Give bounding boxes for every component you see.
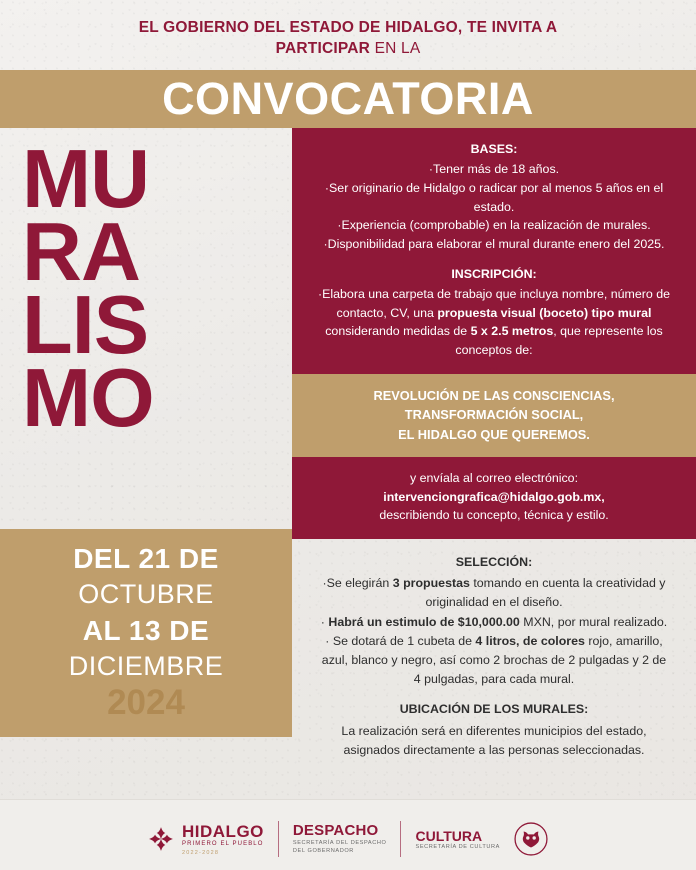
logo-despacho [293, 823, 387, 856]
invite-line2-bold: PARTICIPAR [275, 39, 371, 57]
divider-2 [400, 821, 401, 857]
inscripcion-heading: INSCRIPCIÓN: [451, 266, 537, 281]
ubicacion-text: La realización será en diferentes municipios del estado, asignados directamente a las personas seleccionadas. [341, 723, 647, 757]
bases-item-1: ·Tener más de 18 años. [428, 162, 560, 177]
wordmark-line-1: MU [22, 131, 150, 225]
seleccion-item-3 [318, 632, 670, 690]
divider-1 [278, 821, 279, 857]
hidalgo-name: HIDALGO [182, 822, 264, 842]
hidalgo-years: 2022-2028 [182, 849, 220, 856]
bases-item-4: ·Disponibilidad para elaborar el mural durante enero del 2025. [323, 236, 665, 251]
wordmark-line-4: MO [22, 350, 154, 444]
seleccion-heading: SELECCIÓN: [455, 554, 533, 569]
panel-bases-inscripcion [292, 128, 696, 374]
despacho-sub-2: DEL GOBERNADOR [292, 848, 354, 855]
bases-item-3: ·Experiencia (comprobable) en la realización de murales. [337, 218, 651, 233]
seleccion-item3-c: rojo, amarillo, azul, blanco y negro, así como 2 brochas de 2 pulgadas y 2 de 4 pulgadas, para cada mural. [321, 633, 667, 687]
inscripcion-text-2: considerando medidas de [325, 324, 471, 339]
spacer [318, 254, 670, 265]
invite-line-1 [139, 19, 558, 36]
page-title: CONVOCATORIA [162, 73, 534, 125]
flower-icon [148, 826, 174, 852]
hidalgo-wordmark [182, 823, 264, 856]
invite-line1-bold: GOBIERNO DEL ESTADO DE HIDALGO, TE INVITA A [163, 19, 558, 36]
despacho-name: DESPACHO [292, 822, 379, 840]
logo-cultura [415, 829, 500, 850]
seleccion-item3-a: · Se dotará de 1 cubeta de [325, 633, 476, 648]
muralismo-wordmark [0, 128, 292, 444]
inscripcion-text-3: , que represente los conceptos de: [455, 324, 663, 357]
bases-item-2: ·Ser originario de Hidalgo o radicar por al menos 5 años en el estado. [324, 181, 664, 214]
left-column [0, 128, 292, 799]
ubicacion-heading: UBICACIÓN DE LOS MURALES: [399, 702, 589, 717]
concept-line-2: TRANSFORMACIÓN SOCIAL, [404, 407, 584, 423]
wordmark-line-3: LIS [22, 277, 149, 371]
logo-hidalgo [148, 823, 264, 856]
cultura-name: CULTURA [415, 828, 483, 844]
panel-seleccion-ubicacion [292, 539, 696, 774]
invite-el: EL [138, 19, 164, 36]
right-column [292, 128, 696, 799]
correo-outro: describiendo tu concepto, técnica y estilo. [379, 508, 609, 523]
date-line-3: AL 13 DE [82, 614, 210, 646]
invite-line-2 [276, 40, 421, 57]
date-line-2: OCTUBRE [78, 579, 214, 610]
concept-line-3: EL HIDALGO QUE QUEREMOS. [398, 427, 590, 443]
concept-line-1: REVOLUCIÓN DE LAS CONSCIENCIAS, [373, 387, 615, 403]
seleccion-item2-a: · [320, 614, 329, 629]
title-band [0, 70, 696, 128]
inscripcion-bold-1: propuesta visual (boceto) tipo mural [437, 305, 652, 320]
inscripcion-text-1: ·Elabora una carpeta de trabajo que incluya nombre, número de contacto, CV, una [318, 287, 670, 320]
wordmark-line-2: RA [22, 204, 140, 298]
seleccion-item1-a: ·Se elegirán [322, 576, 393, 591]
seleccion-item1-bold: 3 propuestas [392, 576, 470, 591]
panel-correo [292, 457, 696, 539]
despacho-sub-1: SECRETARÍA DEL DESPACHO [292, 839, 387, 846]
cultura-sub: SECRETARÍA DE CULTURA [415, 843, 500, 850]
seleccion-item2-bold: Habrá un estimulo de $10,000.00 [328, 614, 520, 629]
hidalgo-tagline: PRIMERO EL PUEBLO [182, 841, 264, 848]
date-line-4: DICIEMBRE [68, 650, 224, 681]
footer-logos [0, 799, 696, 870]
invite-text [0, 0, 696, 70]
seleccion-item3-bold: 4 litros, de colores [475, 633, 585, 648]
seleccion-item2-c: MXN, por mural realizado. [519, 614, 668, 629]
seleccion-item-2 [318, 613, 670, 632]
correo-intro: y envíala al correo electrónico: [409, 471, 579, 486]
email-address[interactable]: intervenciongrafica@hidalgo.gob.mx, [383, 489, 605, 504]
date-line-1: DEL 21 DE [73, 543, 219, 575]
panel-concepts [292, 374, 696, 457]
inscripcion-bold-2: 5 x 2.5 metros [470, 324, 554, 339]
date-block [0, 529, 292, 736]
spacer-2 [318, 689, 670, 700]
owl-seal-icon [514, 822, 548, 856]
seleccion-item1-c: tomando en cuenta la creatividad y originalidad en el diseño. [425, 576, 666, 610]
body [0, 128, 696, 799]
bases-heading: BASES: [470, 141, 518, 156]
date-year: 2024 [107, 683, 185, 723]
invite-line2-light: EN LA [370, 39, 421, 57]
